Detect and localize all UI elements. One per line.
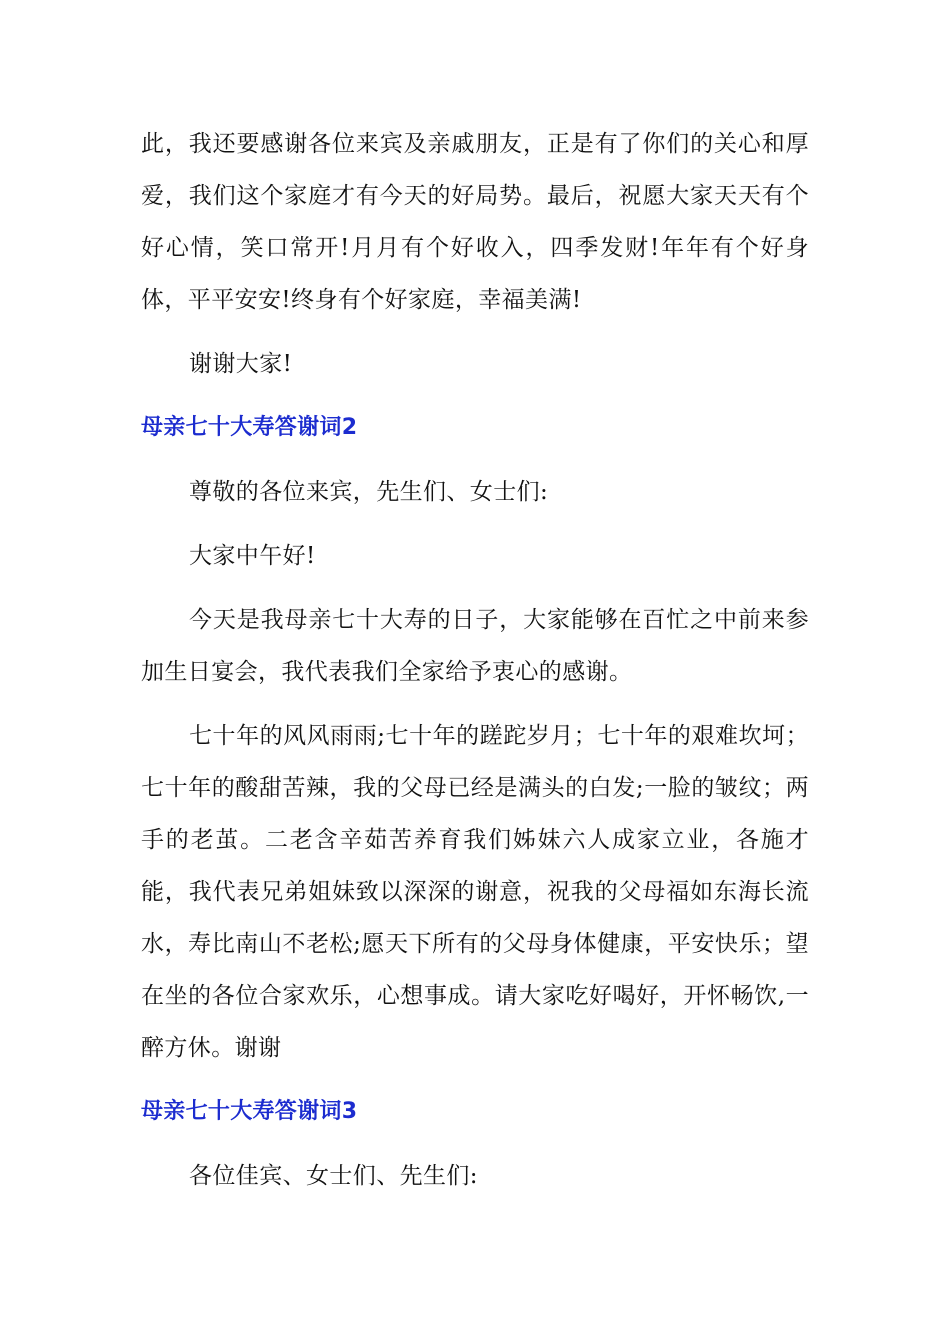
section-heading-2: 母亲七十大寿答谢词2 [141, 415, 358, 440]
thanks-line: 谢谢大家! [189, 351, 293, 377]
salutation-3: 各位佳宾、女士们、先生们: [189, 1163, 478, 1189]
salutation-2: 尊敬的各位来宾，先生们、女士们: [189, 479, 549, 505]
document-body [141, 118, 809, 1202]
body-paragraph-2: 七十年的风风雨雨;七十年的蹉跎岁月；七十年的艰难坎坷；七十年的酸甜苦辣，我的父母已经是满头的白发;一脸的皱纹；两手的老茧。二老含辛茹苦养育我们姊妹六人成家立业，各施才能，我代表兄弟姐妹致以深深的谢意，祝我的父母福如东海长流水，寿比南山不老松;愿天下所有的父母身体健康，平安快乐；望在坐的各位合家欢乐，心想事成。请大家吃好喝好，开怀畅饮,一醉方休。谢谢 [141, 723, 809, 1061]
greeting-2: 大家中午好! [189, 543, 316, 569]
intro-paragraph-2: 今天是我母亲七十大寿的日子，大家能够在百忙之中前来参加生日宴会，我代表我们全家给予衷心的感谢。 [141, 607, 809, 685]
closing-paragraph: 此，我还要感谢各位来宾及亲戚朋友，正是有了你们的关心和厚爱，我们这个家庭才有今天的好局势。最后，祝愿大家天天有个好心情，笑口常开!月月有个好收入，四季发财!年年有个好身体，平平安安!终身有个好家庭，幸福美满! [141, 131, 809, 313]
section-heading-3: 母亲七十大寿答谢词3 [141, 1099, 358, 1124]
